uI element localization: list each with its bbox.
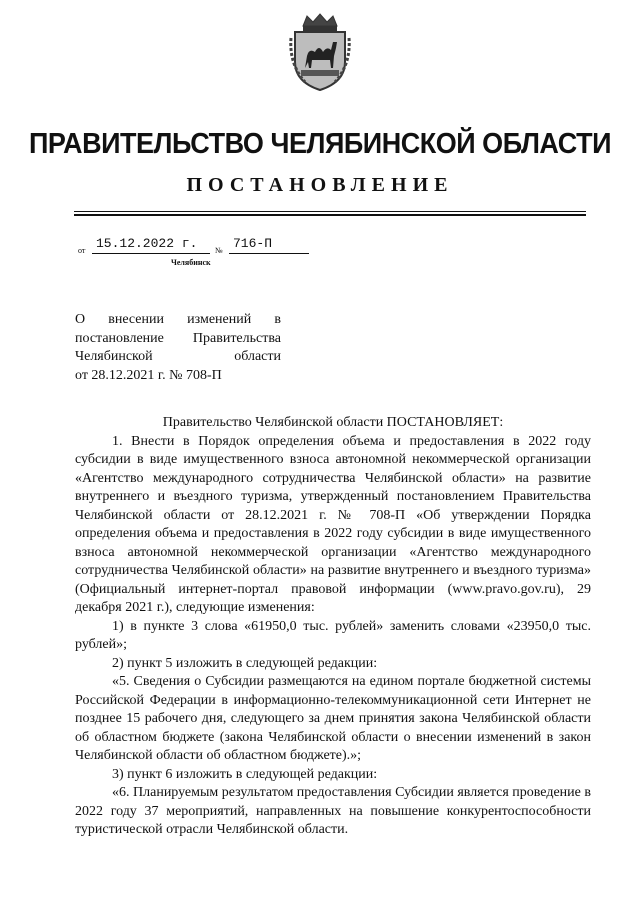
body-paragraph: 2) пункт 5 изложить в следующей редакции:	[112, 655, 378, 671]
document-number: 716-П	[233, 236, 273, 251]
date-number-row	[78, 236, 318, 258]
city-name: Челябинск	[171, 258, 211, 267]
body-paragraph: «6. Планируемым результатом предоставления Субсидии является проведение в 2022 году 37 мероприятий, направленных на повышение конкурентоспособности туристической отрасли Челябинской области.	[75, 785, 591, 837]
body-paragraph: 1. Внести в Порядок определения объема и предоставления в 2022 году субсидии в виде имущественного взноса автономной некоммерческой организации «Агентство международного сотрудничества Челябинской области» на развитие внутреннего и въездного туризма, утвержденный постановлением Правительства Челябинской области от 28.12.2021 г. № 708-П «Об утверждении Порядка определения объема и предоставления в 2022 году субсидии в виде имущественного взноса автономной некоммерческой организации «Агентство международного сотрудничества Челябинской области» на развитие внутреннего и въездного туризма» (Официальный интернет-портал правовой информации (www.pravo.gov.ru), 29 декабря 2021 г.), следующие изменения:	[75, 433, 591, 615]
number-underline	[229, 253, 309, 254]
subject-line: постановление Правительства	[75, 330, 281, 346]
coat-of-arms-icon	[287, 12, 353, 92]
subject-line: О внесении изменений в	[75, 312, 281, 327]
date-prefix: от	[78, 246, 86, 255]
separator-line-thick	[74, 214, 586, 216]
document-subject	[75, 311, 281, 385]
body-paragraph: 3) пункт 6 изложить в следующей редакции:	[112, 766, 378, 782]
body-paragraph: 1) в пункте 3 слова «61950,0 тыс. рублей» заменить словами «23950,0 тыс. рублей»;	[75, 618, 591, 652]
body-paragraph: «5. Сведения о Субсидии размещаются на едином портале бюджетной системы Российской Федерации в информационно-телекоммуникационной сети Интернет не позднее 15 рабочего дня, следующего за днем принятия закона Челябинской области об областном бюджете (закона Челябинской области о внесении изменений в закон Челябинской области об областном бюджете).»;	[75, 674, 591, 763]
subject-line: от 28.12.2021 г. № 708-П	[75, 367, 222, 383]
subject-line: Челябинской области	[75, 349, 281, 365]
government-title: ПРАВИТЕЛЬСТВО ЧЕЛЯБИНСКОЙ ОБЛАСТИ	[28, 128, 612, 160]
resolves-heading: Правительство Челябинской области ПОСТАНОВЛЯЕТ:	[162, 415, 504, 430]
document-date: 15.12.2022 г.	[96, 236, 198, 251]
number-prefix: №	[215, 246, 223, 255]
separator-line	[74, 211, 586, 212]
document-body	[75, 414, 591, 840]
document-type: ПОСТАНОВЛЕНИЕ	[186, 174, 454, 196]
date-underline	[92, 253, 210, 254]
